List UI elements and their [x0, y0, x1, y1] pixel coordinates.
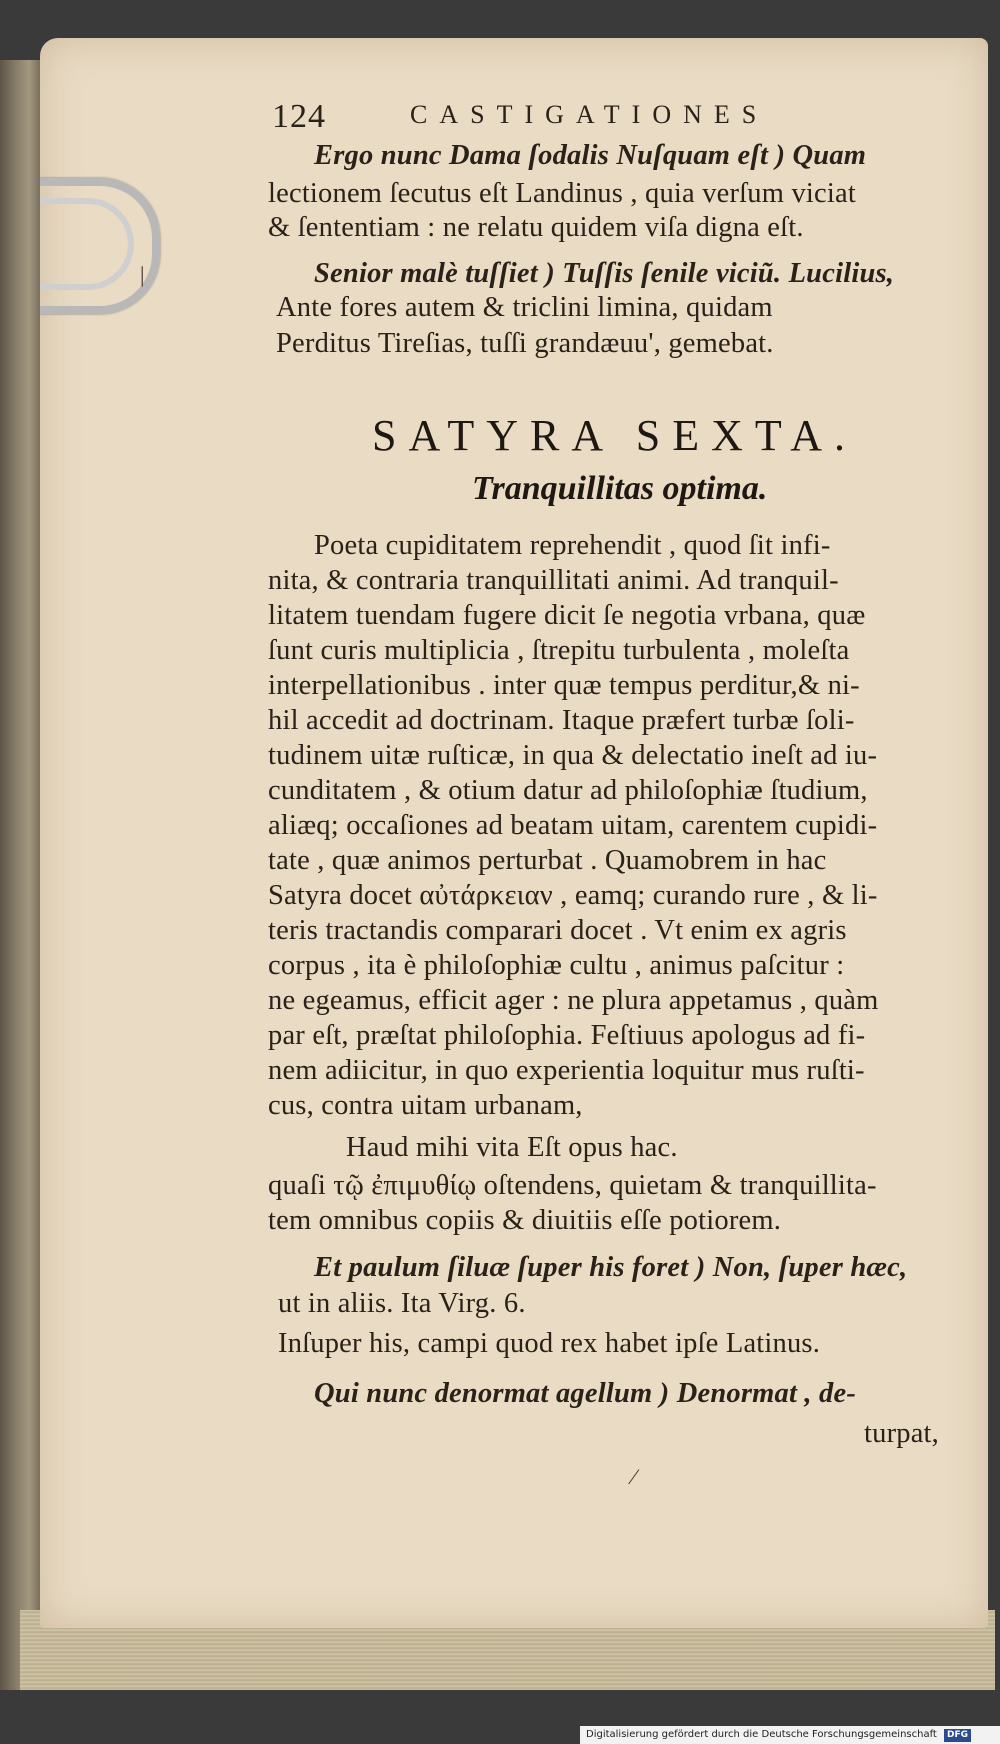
footer-text: Digitalisierung gefördert durch die Deutsche Forschungsgemeinschaft: [586, 1729, 937, 1740]
text-line: ut in aliis. Ita Virg. 6.: [278, 1288, 526, 1319]
text-line: Senior malè tuſſiet ) Tuſſis ſenile viciũ. Lucilius,: [314, 258, 895, 289]
text-line: Satyra docet αὐτάρκειαν , eamq; curando rure , & li-: [268, 880, 878, 911]
text-line: quaſi τῷ ἐπιμυθίῳ oſtendens, quietam & tranquillita-: [268, 1170, 877, 1201]
section-title: SATYRA SEXTA.: [372, 411, 857, 460]
text-line: aliæq; occaſiones ad beatam uitam, carentem cupidi-: [268, 810, 878, 841]
section-subtitle: Tranquillitas optima.: [472, 470, 768, 507]
text-line: cunditatem , & otium datur ad philoſophiæ ſtudium,: [268, 775, 868, 806]
text-line: hil accedit ad doctrinam. Itaque præfert turbæ ſoli-: [268, 705, 855, 736]
book-edge-left: [0, 60, 42, 1690]
text-line: tudinem uitæ ruſticæ, in qua & delectatio ineſt ad iu-: [268, 740, 878, 771]
text-line: litatem tuendam fugere dicit ſe negotia vrbana, quæ: [268, 600, 866, 631]
quote-line: Haud mihi vita Eſt opus hac.: [346, 1132, 678, 1163]
ink-speck: ⁄: [632, 1464, 636, 1489]
text-line: Ante fores autem & triclini limina, quidam: [276, 292, 773, 323]
margin-mark: |: [140, 262, 145, 287]
page-number: 124: [272, 98, 326, 135]
text-line: Perditus Tireſias, tuſſi grandæuu', gemebat.: [276, 328, 774, 359]
text-line: par eſt, præſtat philoſophia. Feſtiuus apologus ad fi-: [268, 1020, 866, 1051]
text-line: Et paulum ſiluæ ſuper his foret ) Non, ſuper hæc,: [314, 1252, 908, 1283]
paper-clip-inner: [40, 198, 134, 290]
text-line: ſunt curis multiplicia , ſtrepitu turbulenta , moleſta: [268, 635, 850, 666]
text-line: Poeta cupiditatem reprehendit , quod ſit infi-: [314, 530, 831, 561]
text-line: tate , quæ animos perturbat . Quamobrem in hac: [268, 845, 827, 876]
text-line: Qui nunc denormat agellum ) Denormat , de-: [314, 1378, 857, 1409]
text-line: Inſuper his, campi quod rex habet ipſe Latinus.: [278, 1328, 821, 1359]
text-line: teris tractandis comparari docet . Vt enim ex agris: [268, 915, 847, 946]
text-line: nita, & contraria tranquillitati animi. Ad tranquil-: [268, 565, 839, 596]
text-line: interpellationibus . inter quæ tempus perditur,& ni-: [268, 670, 860, 701]
text-line: corpus , ita è philoſophiæ cultu , animus paſcitur :: [268, 950, 845, 981]
text-line: lectionem ſecutus eſt Landinus , quia verſum viciat: [268, 178, 856, 209]
text-line: turpat,: [864, 1418, 940, 1449]
text-line: cus, contra uitam urbanam,: [268, 1090, 583, 1121]
text-line: ne egeamus, efficit ager : ne plura appetamus , quàm: [268, 985, 879, 1016]
running-head: CASTIGATIONES: [410, 100, 769, 129]
text-line: tem omnibus copiis & diuitiis eſſe potiorem.: [268, 1205, 782, 1236]
text-line: & ſententiam : ne relatu quidem viſa digna eſt.: [268, 212, 804, 243]
text-line: nem adiicitur, in quo experientia loquitur mus ruſti-: [268, 1055, 865, 1086]
digitization-footer: [580, 1726, 1000, 1744]
dfg-logo: DFG: [944, 1729, 971, 1742]
text-line: Ergo nunc Dama ſodalis Nuſquam eſt ) Quam: [314, 140, 867, 171]
